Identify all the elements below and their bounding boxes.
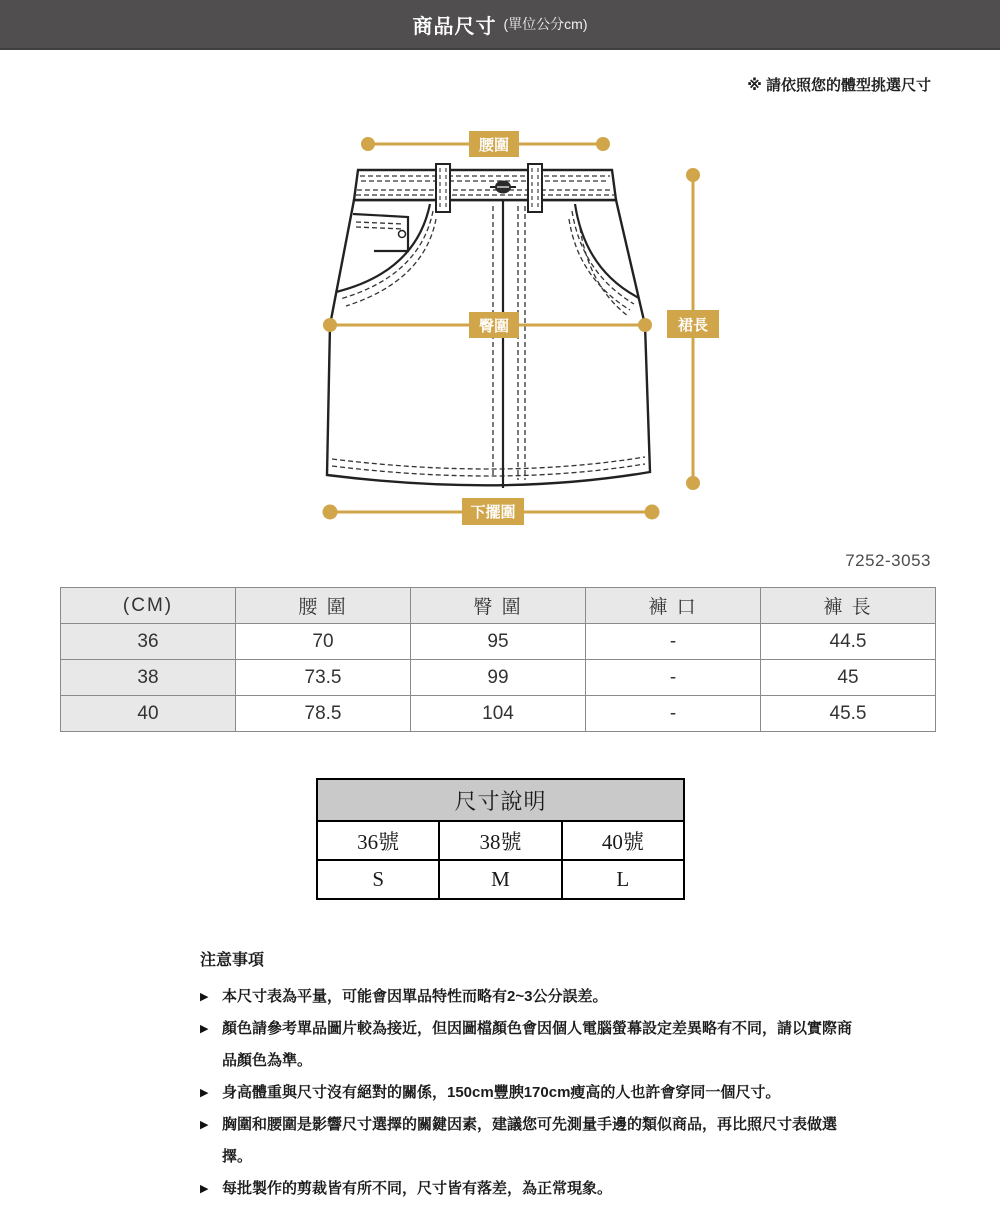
size-legend-table bbox=[316, 778, 685, 900]
note-item bbox=[200, 1013, 860, 1077]
size-cell: 36 bbox=[61, 624, 236, 660]
notes-heading: 注意事項 bbox=[200, 952, 265, 969]
length-label: 裙長 bbox=[677, 317, 709, 334]
note-text: 每批製作的剪裁皆有所不同，尺寸皆有落差，為正常現象。 bbox=[222, 1180, 613, 1197]
leg-opening-cell: - bbox=[586, 624, 761, 660]
page-title: 商品尺寸 bbox=[412, 15, 497, 38]
hip-cell: 95 bbox=[411, 624, 586, 660]
note-item bbox=[200, 1173, 860, 1205]
column-header-leg-opening: 褲 口 bbox=[586, 588, 761, 624]
fit-note: ※ 請依照您的體型挑選尺寸 bbox=[747, 77, 931, 94]
waist-cell: 70 bbox=[236, 624, 411, 660]
legend-eq-s: S bbox=[317, 860, 439, 899]
product-code: 7252-3053 bbox=[845, 551, 931, 570]
hip-cell: 104 bbox=[411, 696, 586, 732]
units-note: (單位公分cm) bbox=[503, 16, 588, 32]
size-table bbox=[60, 587, 936, 732]
length-measure bbox=[667, 168, 719, 490]
column-header-cm: (CM) bbox=[61, 588, 236, 624]
size-table-header-row bbox=[61, 588, 936, 624]
column-header-length: 褲 長 bbox=[761, 588, 936, 624]
notes-section bbox=[200, 949, 860, 1205]
note-text: 本尺寸表為平量，可能會因單品特性而略有2~3公分誤差。 bbox=[222, 988, 608, 1005]
size-cell: 40 bbox=[61, 696, 236, 732]
waist-measure bbox=[361, 131, 610, 157]
note-bullet-icon: ▶ bbox=[200, 1183, 209, 1195]
legend-size-40: 40號 bbox=[562, 821, 684, 860]
waist-cell: 73.5 bbox=[236, 660, 411, 696]
hem-measure bbox=[323, 498, 660, 525]
length-cell: 45.5 bbox=[761, 696, 936, 732]
note-text: 身高體重與尺寸沒有絕對的關係，150cm豐腴170cm瘦高的人也許會穿同一個尺寸。 bbox=[222, 1084, 781, 1101]
table-row-size-40 bbox=[61, 696, 936, 732]
legend-size-36: 36號 bbox=[317, 821, 439, 860]
legend-eq-l: L bbox=[562, 860, 684, 899]
header-bar bbox=[0, 0, 1000, 50]
column-header-waist: 腰 圍 bbox=[236, 588, 411, 624]
legend-size-38: 38號 bbox=[439, 821, 561, 860]
legend-sizes-row bbox=[317, 821, 684, 860]
note-bullet-icon: ▶ bbox=[200, 1119, 209, 1131]
skirt-diagram bbox=[290, 120, 720, 540]
table-row-size-36 bbox=[61, 624, 936, 660]
note-item bbox=[200, 1109, 860, 1173]
column-header-hip: 臀 圍 bbox=[411, 588, 586, 624]
table-row-size-38 bbox=[61, 660, 936, 696]
legend-equivalents-row bbox=[317, 860, 684, 899]
leg-opening-cell: - bbox=[586, 660, 761, 696]
size-cell: 38 bbox=[61, 660, 236, 696]
hip-label: 臀圍 bbox=[478, 318, 510, 335]
waist-label: 腰圍 bbox=[478, 137, 510, 154]
leg-opening-cell: - bbox=[586, 696, 761, 732]
hem-label: 下擺圍 bbox=[470, 504, 516, 521]
note-bullet-icon: ▶ bbox=[200, 1023, 209, 1035]
length-cell: 45 bbox=[761, 660, 936, 696]
note-text: 胸圍和腰圍是影響尺寸選擇的關鍵因素，建議您可先測量手邊的類似商品，再比照尺寸表做選擇。 bbox=[222, 1116, 838, 1165]
length-cell: 44.5 bbox=[761, 624, 936, 660]
pocket-rivet bbox=[399, 231, 406, 238]
legend-title-row bbox=[317, 779, 684, 821]
legend-eq-m: M bbox=[439, 860, 561, 899]
note-item bbox=[200, 981, 860, 1013]
note-item bbox=[200, 1077, 860, 1109]
note-bullet-icon: ▶ bbox=[200, 1087, 209, 1099]
waist-cell: 78.5 bbox=[236, 696, 411, 732]
legend-title: 尺寸說明 bbox=[317, 779, 684, 821]
note-bullet-icon: ▶ bbox=[200, 991, 209, 1003]
note-text: 顏色請參考單品圖片較為接近，但因圖檔顏色會因個人電腦螢幕設定差異略有不同，請以實際商品顏色為準。 bbox=[222, 1020, 853, 1069]
hip-cell: 99 bbox=[411, 660, 586, 696]
